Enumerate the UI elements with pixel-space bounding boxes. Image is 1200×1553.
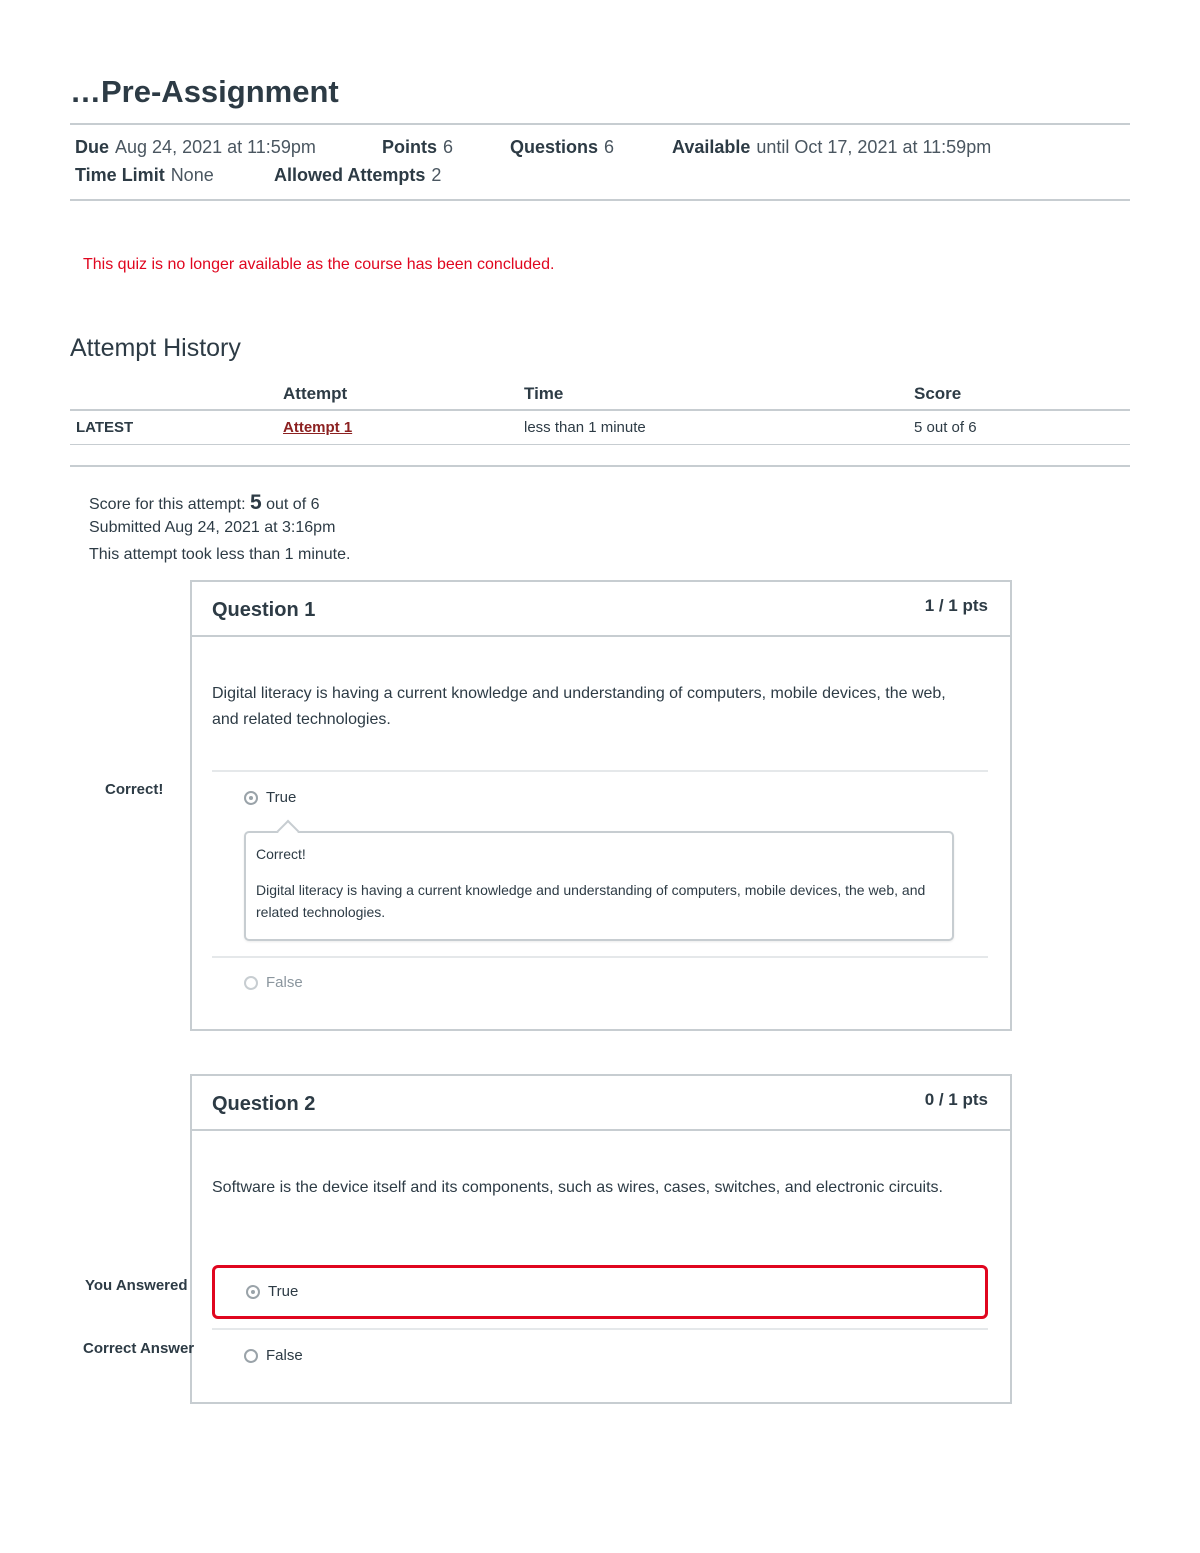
allowed-attempts-value: 2 — [431, 165, 442, 185]
attempt-score-summary — [89, 491, 319, 515]
answer-false[interactable] — [244, 1347, 303, 1364]
question-1-answers-divider — [212, 770, 988, 772]
page-title: …Pre-Assignment — [70, 74, 339, 109]
available-label: Available — [672, 137, 751, 157]
section-divider — [70, 465, 1130, 467]
attempt-time: less than 1 minute — [524, 419, 646, 436]
question-1-title: Question 1 — [212, 599, 316, 621]
due-label: Due — [75, 137, 110, 157]
question-1-answer-divider — [212, 956, 988, 958]
question-2-text: Software is the device itself and its components, such as wires, cases, switches, and electronic circuits. — [212, 1179, 943, 1196]
side-label-gap — [188, 770, 190, 804]
comment-text: Digital literacy is having a current knowledge and understanding of computers, mobile devices, the web, and related technologies. — [256, 882, 926, 920]
table-row-divider — [70, 444, 1130, 445]
question-2-title: Question 2 — [212, 1093, 316, 1115]
column-header-time: Time — [524, 384, 564, 403]
points — [382, 137, 453, 158]
column-header-attempt: Attempt — [283, 384, 348, 403]
answer-label: False — [266, 1347, 303, 1364]
question-2-header — [192, 1076, 1010, 1131]
questions-value: 6 — [604, 137, 615, 157]
questions-count — [510, 137, 614, 158]
attempt-duration: This attempt took less than 1 minute. — [89, 546, 351, 563]
side-label-gap — [188, 1268, 190, 1304]
column-header-score: Score — [914, 384, 962, 403]
points-value: 6 — [443, 137, 454, 157]
radio-selected-icon[interactable] — [246, 1285, 260, 1299]
attempt-score: 5 out of 6 — [914, 419, 977, 436]
allowed-attempts-label: Allowed Attempts — [274, 165, 426, 185]
answer-label: False — [266, 974, 303, 991]
correct-indicator: Correct! — [105, 781, 164, 798]
question-1-text: Digital literacy is having a current knowledge and understanding of computers, mobile devices, the web, and related technologies. — [212, 685, 946, 728]
answer-comment — [244, 831, 954, 941]
answer-false[interactable] — [244, 974, 303, 991]
availability — [672, 137, 991, 158]
header-divider-top — [70, 123, 1130, 125]
questions-label: Questions — [510, 137, 599, 157]
question-2-points: 0 / 1 pts — [924, 1090, 988, 1109]
answer-true[interactable] — [244, 789, 296, 806]
answer-label: True — [266, 789, 297, 806]
question-2-answer-divider — [212, 1328, 988, 1330]
time-limit-label: Time Limit — [75, 165, 165, 185]
due-date — [75, 137, 316, 158]
question-1 — [190, 580, 1012, 1031]
points-label: Points — [382, 137, 438, 157]
comment-title: Correct! — [256, 846, 306, 862]
submitted-date: Submitted Aug 24, 2021 at 3:16pm — [89, 519, 336, 536]
question-1-header — [192, 582, 1010, 637]
question-2 — [190, 1074, 1012, 1404]
latest-badge: LATEST — [76, 419, 134, 436]
time-limit-value: None — [170, 165, 214, 185]
header-divider-bottom — [70, 199, 1130, 201]
question-1-points: 1 / 1 pts — [924, 596, 988, 615]
wrong-answer-highlight — [212, 1265, 988, 1319]
attempt-history-title: Attempt History — [70, 334, 241, 362]
answer-true[interactable] — [246, 1283, 298, 1300]
score-value: 5 — [249, 491, 262, 514]
due-value: Aug 24, 2021 at 11:59pm — [115, 137, 316, 157]
radio-selected-icon[interactable] — [244, 791, 258, 805]
score-suffix: out of 6 — [266, 496, 320, 513]
available-value: until Oct 17, 2021 at 11:59pm — [756, 137, 992, 157]
answer-label: True — [268, 1283, 299, 1300]
table-header-divider — [70, 409, 1130, 411]
time-limit — [75, 165, 214, 186]
allowed-attempts — [274, 165, 441, 186]
radio-unselected-icon[interactable] — [244, 1349, 258, 1363]
radio-unselected-icon[interactable] — [244, 976, 258, 990]
correct-answer-indicator: Correct Answer — [83, 1340, 195, 1357]
you-answered-indicator: You Answered — [85, 1277, 188, 1294]
score-prefix: Score for this attempt: — [89, 496, 246, 513]
quiz-unavailable-notice: This quiz is no longer available as the course has been concluded. — [83, 256, 555, 273]
attempt-1-link[interactable]: Attempt 1 — [283, 419, 353, 436]
